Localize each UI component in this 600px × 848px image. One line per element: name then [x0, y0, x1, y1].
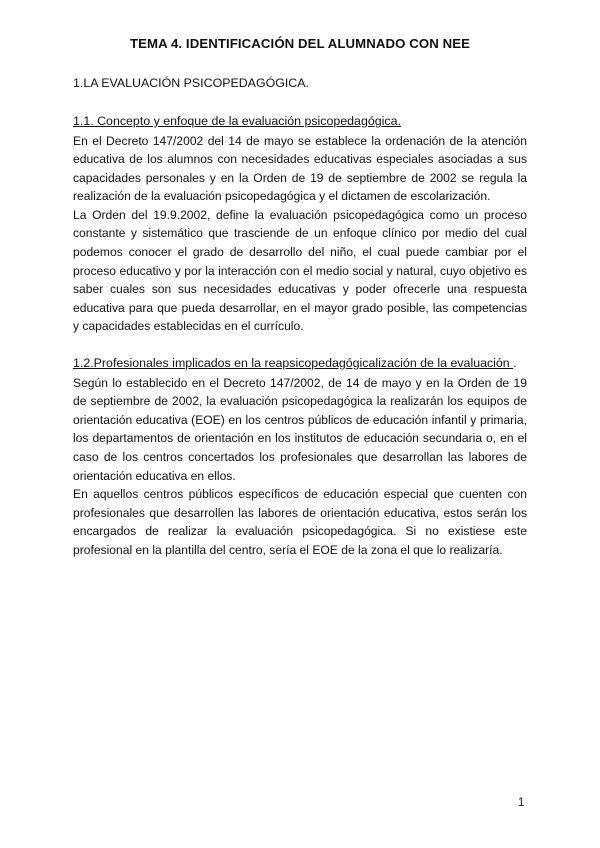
subsection-2-heading-suffix: .: [513, 356, 517, 371]
document-title: TEMA 4. IDENTIFICACIÓN DEL ALUMNADO CON NEE: [129, 36, 471, 51]
paragraph-1-2: La Orden del 19.9.2002, define la evaluación psicopedagógica como un proceso constante y sistemático que trasciende de un enfoque clínico por medio del cual podemos conocer el grado de desarrollo del niño, el cual puede cambiar por el proceso educativo y por la interacción con el medio social y natural, cuyo objetivo es saber cuales son sus necesidades educativas y poder ofrecerle una respuesta educativa para que pueda desarrollar, en el mayor grado posible, las competencias y capacidades establecidas en el currículo.: [73, 207, 527, 334]
subsection-2-heading-text: 1.2.Profesionales implicados en la reapsicopedagógicalización de la evaluación: [73, 356, 514, 371]
section-heading: 1.LA EVALUACIÓN PSICOPEDAGÓGICA.: [73, 76, 309, 90]
paragraph-2-2: En aquellos centros públicos específicos de educación especial que cuenten con profesionales que desarrollen las labores de orientación educativa, estos serán los encargados de realizar la evaluación psicopedagógica. Si no existiese este profesional en la plantilla del centro, sería el EOE de la zona el que lo realizaría.: [73, 487, 527, 557]
paragraph-1-1: En el Decreto 147/2002 del 14 de mayo se establece la ordenación de la atención educativa de los alumnos con necesidades educativas especiales asociadas a sus capacidades personales y en la Orden de 19 de septiembre de 2002 se regula la realización de la evaluación psicopedagógica y el dictamen de escolarización.: [73, 133, 527, 204]
page-number: 1: [518, 797, 525, 809]
document-page: [73, 36, 527, 559]
paragraph-2-1: Según lo establecido en el Decreto 147/2002, de 14 de mayo y en la Orden de 19 de septiembre de 2002, la evaluación psicopedagógica la realizarán los equipos de orientación educativa (EOE) en los centros públicos de educación infantil y primaria, los departamentos de orientación en los institutos de educación secundaria o, en el caso de los centros concertados los profesionales que desarrollan las labores de orientación educativa en ellos.: [73, 375, 527, 483]
subsection-1-heading: 1.1. Concepto y enfoque de la evaluación psicopedagógica.: [73, 114, 401, 128]
subsection-2-heading: [73, 354, 527, 373]
section-gap: [73, 336, 527, 354]
